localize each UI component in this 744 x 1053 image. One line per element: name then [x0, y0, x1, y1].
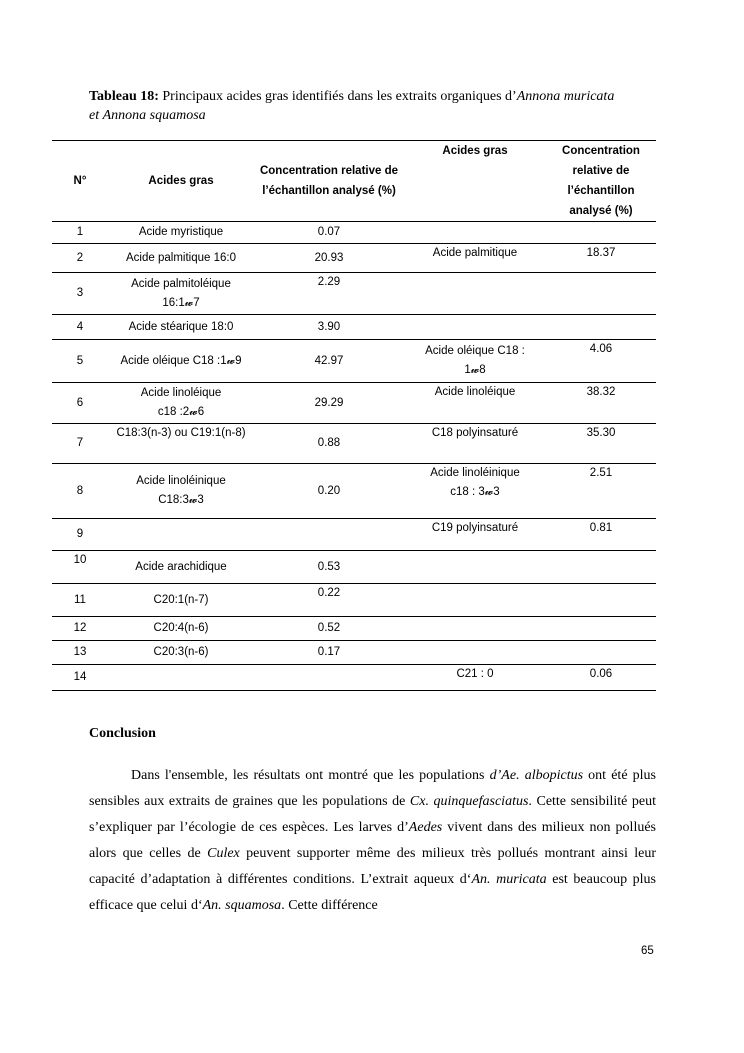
row-conc-1: 0.20	[254, 464, 404, 519]
row-acid-1	[108, 519, 254, 551]
row-num: 1	[52, 222, 108, 244]
page-number: 65	[641, 945, 654, 957]
row-conc-2: 35.30	[546, 424, 656, 464]
row-acid-2	[404, 584, 546, 617]
row-acid-2	[404, 551, 546, 584]
row-acid-1: Acide arachidique	[108, 551, 254, 584]
row-num: 9	[52, 519, 108, 551]
row-conc-1	[254, 519, 404, 551]
row-acid-1: C20:1(n-7)	[108, 584, 254, 617]
caption-species-1: Annona muricata	[516, 89, 615, 104]
caption-species-2: Annona squamosa	[102, 108, 206, 123]
conclusion-heading: Conclusion	[89, 726, 156, 741]
table-row	[52, 551, 656, 584]
table-row	[52, 584, 656, 617]
row-acid-1: Acide oléique C18 :1𝔀9	[108, 340, 254, 383]
row-conc-2	[546, 315, 656, 340]
row-conc-2	[546, 551, 656, 584]
row-num: 6	[52, 383, 108, 424]
row-conc-2: 18.37	[546, 244, 656, 273]
row-conc-2	[546, 641, 656, 665]
row-conc-1: 29.29	[254, 383, 404, 424]
row-num: 10	[52, 551, 108, 584]
row-conc-2: 0.81	[546, 519, 656, 551]
row-num: 4	[52, 315, 108, 340]
row-acid-2	[404, 315, 546, 340]
species-name: Cx. quinquefasciatus	[409, 794, 529, 809]
row-acid-2: Acide linoléinique c18 : 3𝔀3	[404, 464, 546, 519]
table-header-row	[52, 141, 656, 222]
text-run: Dans l'ensemble, les résultats ont montré que les populations	[131, 768, 490, 783]
species-name: d’Ae. albopictus	[489, 768, 584, 783]
row-conc-2: 4.06	[546, 340, 656, 383]
row-conc-1: 2.29	[254, 273, 404, 315]
row-acid-1	[108, 665, 254, 691]
table-caption	[89, 87, 659, 125]
row-acid-1: Acide linoléique c18 :2𝔀6	[108, 383, 254, 424]
text-run: . Cette sensibilité peut s’expliquer par l’écologie de ces espèces. Les larves d’	[89, 794, 657, 835]
species-name: An. muricata	[471, 872, 547, 887]
conclusion-paragraph	[89, 763, 656, 919]
table-row	[52, 244, 656, 273]
row-acid-1: Acide linoléinique C18:3𝔀3	[108, 464, 254, 519]
table-row	[52, 315, 656, 340]
caption-connector: et	[89, 108, 100, 123]
species-name: Culex	[207, 846, 240, 861]
row-num: 14	[52, 665, 108, 691]
row-conc-1: 0.53	[254, 551, 404, 584]
table-row	[52, 273, 656, 315]
species-name: An. squamosa	[202, 898, 282, 913]
table-row	[52, 617, 656, 641]
row-acid-2: Acide linoléique	[404, 383, 546, 424]
row-conc-1: 0.07	[254, 222, 404, 244]
caption-text: Principaux acides gras identifiés dans les extraits organiques d’	[158, 89, 517, 104]
caption-label: Tableau 18:	[89, 89, 159, 104]
header-acid-1: Acides gras	[108, 141, 254, 222]
table-row	[52, 383, 656, 424]
row-num: 2	[52, 244, 108, 273]
row-conc-2	[546, 584, 656, 617]
header-num: N°	[52, 141, 108, 222]
row-num: 8	[52, 464, 108, 519]
row-num: 7	[52, 424, 108, 464]
row-conc-2: 2.51	[546, 464, 656, 519]
row-acid-1: Acide palmitique 16:0	[108, 244, 254, 273]
row-conc-1: 0.17	[254, 641, 404, 665]
row-acid-1: Acide palmitoléique 16:1𝔀7	[108, 273, 254, 315]
row-num: 12	[52, 617, 108, 641]
row-acid-2	[404, 641, 546, 665]
header-acid-2: Acides gras	[404, 141, 546, 222]
row-acid-2: Acide palmitique	[404, 244, 546, 273]
table-row	[52, 464, 656, 519]
text-run: peuvent supporter même des milieux très pollués montrant ainsi leur capacité d’adaptation à différentes conditions. L’extrait aqueux d‘	[89, 846, 656, 887]
row-acid-1: C20:3(n-6)	[108, 641, 254, 665]
row-conc-2	[546, 273, 656, 315]
header-conc-2: Concentration relative de l’échantillon analysé (%)	[546, 141, 656, 222]
row-num: 5	[52, 340, 108, 383]
row-acid-1: Acide stéarique 18:0	[108, 315, 254, 340]
fatty-acids-table	[52, 140, 656, 691]
row-acid-2: Acide oléique C18 : 1𝔀8	[404, 340, 546, 383]
text-run: . Cette différence	[281, 898, 378, 913]
row-acid-2	[404, 617, 546, 641]
table-row	[52, 222, 656, 244]
row-acid-1: C20:4(n-6)	[108, 617, 254, 641]
text-run: est beaucoup plus efficace que celui d‘	[89, 872, 657, 913]
row-conc-1: 0.52	[254, 617, 404, 641]
row-conc-1: 0.88	[254, 424, 404, 464]
row-acid-2: C21 : 0	[404, 665, 546, 691]
species-name: Aedes	[408, 820, 443, 835]
table-row	[52, 340, 656, 383]
table-row	[52, 665, 656, 691]
row-acid-2: C18 polyinsaturé	[404, 424, 546, 464]
row-conc-1: 42.97	[254, 340, 404, 383]
row-conc-2: 0.06	[546, 665, 656, 691]
row-num: 3	[52, 273, 108, 315]
row-conc-2	[546, 617, 656, 641]
text-run: ont été plus sensibles aux extraits de graines que les populations de	[89, 768, 657, 809]
row-acid-1: C18:3(n-3) ou C19:1(n-8)	[108, 424, 254, 464]
row-num: 11	[52, 584, 108, 617]
row-conc-1: 20.93	[254, 244, 404, 273]
row-num: 13	[52, 641, 108, 665]
row-acid-2: C19 polyinsaturé	[404, 519, 546, 551]
header-conc-1: Concentration relative de l’échantillon analysé (%)	[254, 141, 404, 222]
row-acid-2	[404, 273, 546, 315]
row-conc-2: 38.32	[546, 383, 656, 424]
table-row	[52, 641, 656, 665]
text-run: vivent dans des milieux non pollués alors que celles de	[89, 820, 656, 861]
table-row	[52, 424, 656, 464]
row-acid-2	[404, 222, 546, 244]
row-conc-1	[254, 665, 404, 691]
row-acid-1: Acide myristique	[108, 222, 254, 244]
row-conc-2	[546, 222, 656, 244]
row-conc-1: 0.22	[254, 584, 404, 617]
row-conc-1: 3.90	[254, 315, 404, 340]
table-row	[52, 519, 656, 551]
